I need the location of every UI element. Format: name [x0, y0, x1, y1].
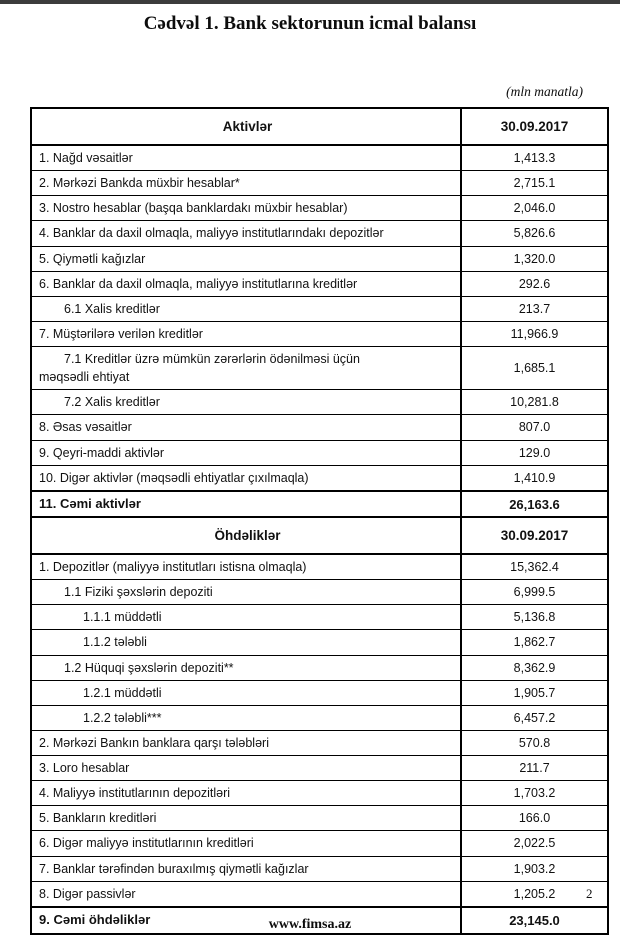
- table-row: [32, 321, 607, 346]
- row-label: [32, 831, 462, 855]
- table-row: [32, 246, 607, 271]
- table-header-date: 30.09.2017: [500, 119, 569, 134]
- row-label-text: 2. Mərkəzi Bankda müxbir hesablar*: [39, 176, 240, 191]
- table-row: [32, 755, 607, 780]
- row-label: [32, 731, 462, 755]
- table-header-date: 30.09.2017: [500, 528, 569, 543]
- row-label-text: 3. Nostro hesablar (başqa banklardakı müxbir hesablar): [39, 201, 348, 216]
- table-row: [32, 465, 607, 490]
- table-header-label: Öhdəliklər: [32, 518, 462, 553]
- row-label-text: 7.1 Kreditlər üzrə mümkün zərərlərin ödənilməsi üçün: [64, 352, 360, 366]
- liabilities-table: [30, 516, 609, 935]
- row-value: 2,022.5: [513, 836, 556, 851]
- row-label: [32, 656, 462, 680]
- row-label-text: 6. Digər maliyyə institutlarının kreditləri: [39, 836, 254, 851]
- row-value: 8,362.9: [513, 660, 556, 675]
- table-row: [32, 780, 607, 805]
- row-label: [32, 390, 462, 414]
- row-value: 1,205.2: [513, 886, 556, 901]
- row-value: 1,320.0: [513, 251, 556, 266]
- row-label-text: 4. Maliyyə institutlarının depozitləri: [39, 786, 231, 801]
- row-label: [32, 415, 462, 439]
- row-value: 1,410.9: [513, 470, 556, 485]
- row-value: 5,826.6: [513, 226, 556, 241]
- row-label-text: 8. Digər passivlər: [39, 886, 136, 901]
- row-label: [32, 580, 462, 604]
- row-value: 26,163.6: [509, 497, 560, 513]
- row-value: 1,685.1: [513, 361, 556, 376]
- row-value: 2,715.1: [513, 176, 556, 191]
- row-label-text: 1. Depozitlər (maliyyə institutları istisna olmaqla): [39, 560, 307, 574]
- row-value: 10,281.8: [510, 395, 559, 410]
- row-label-text: 1.2 Hüquqi şəxslərin depoziti**: [64, 660, 234, 675]
- footer-url: www.fimsa.az: [268, 917, 352, 932]
- table-row: [32, 805, 607, 830]
- row-value: 6,999.5: [513, 585, 556, 600]
- row-label-text: 1. Nağd vəsaitlər: [39, 151, 133, 165]
- row-label-text: 5. Bankların kreditləri: [39, 811, 157, 826]
- row-value: 292.6: [518, 276, 551, 291]
- row-value: 5,136.8: [513, 610, 556, 625]
- row-label: [32, 146, 462, 170]
- table-row: [32, 730, 607, 755]
- row-label-text: 7. Müştərilərə verilən kreditlər: [39, 326, 203, 341]
- table-row: [32, 389, 607, 414]
- row-value: 1,903.2: [513, 861, 556, 876]
- row-label: [32, 555, 462, 579]
- row-value: 213.7: [518, 301, 551, 316]
- row-value: 15,362.4: [510, 560, 559, 575]
- row-label: [32, 221, 462, 245]
- table-row: [32, 490, 607, 518]
- row-label: [32, 806, 462, 830]
- table-row: [32, 144, 607, 170]
- row-label: [32, 630, 462, 654]
- table-row: [32, 680, 607, 705]
- page-number: 2: [586, 886, 593, 901]
- table-row: [32, 271, 607, 296]
- row-label: [32, 605, 462, 629]
- table-row: [32, 655, 607, 680]
- row-label: [32, 756, 462, 780]
- row-label-text: 2. Mərkəzi Bankın banklara qarşı tələbləri: [39, 735, 269, 750]
- row-value: 23,145.0: [509, 912, 560, 928]
- row-label-text: 6. Banklar da daxil olmaqla, maliyyə institutlarına kreditlər: [39, 276, 358, 291]
- row-label: [32, 466, 462, 490]
- row-value: 1,413.3: [513, 151, 556, 166]
- row-label: [32, 272, 462, 296]
- table-row: [32, 220, 607, 245]
- row-label: [32, 171, 462, 195]
- row-value: 570.8: [518, 735, 551, 750]
- row-label-text: 3. Loro hesablar: [39, 761, 130, 775]
- row-label-text: 11. Cəmi aktivlər: [39, 496, 141, 512]
- row-label: [32, 322, 462, 346]
- table-row: [32, 170, 607, 195]
- row-value: 1,905.7: [513, 685, 556, 700]
- row-value: 211.7: [519, 761, 550, 776]
- table-row: [32, 553, 607, 579]
- table-row: [32, 705, 607, 730]
- row-value: 129.0: [518, 445, 551, 460]
- table-row: [32, 830, 607, 855]
- row-label-text: 5. Qiymətli kağızlar: [39, 251, 146, 266]
- row-label: [32, 492, 462, 518]
- row-label-text: 1.2.2 tələbli***: [83, 710, 162, 725]
- table-row: [32, 195, 607, 220]
- row-label: [32, 681, 462, 705]
- table-header-label: Aktivlər: [32, 109, 462, 144]
- row-label-text: 9. Qeyri-maddi aktivlər: [39, 445, 165, 460]
- row-value: 6,457.2: [513, 710, 556, 725]
- row-label: [32, 882, 462, 906]
- row-value: 166.0: [518, 811, 551, 826]
- row-label: [32, 196, 462, 220]
- table-header-row: [32, 109, 607, 144]
- row-label-text: 1.1 Fiziki şəxslərin depoziti: [64, 585, 213, 600]
- row-value: 1,862.7: [513, 635, 556, 650]
- row-label-text: 1.2.1 müddətli: [83, 685, 162, 700]
- row-label-text-line2: məqsədli ehtiyat: [39, 370, 130, 385]
- top-rule: [0, 0, 620, 4]
- row-label: [32, 297, 462, 321]
- table-row: [32, 346, 607, 389]
- row-value: 1,703.2: [513, 786, 556, 801]
- row-value: 2,046.0: [513, 201, 556, 216]
- table-row: [32, 440, 607, 465]
- row-value: 807.0: [518, 420, 551, 435]
- row-label-text: 1.1.2 tələbli: [83, 635, 147, 650]
- table-row: [32, 604, 607, 629]
- row-label: [32, 781, 462, 805]
- row-label-text: 4. Banklar da daxil olmaqla, maliyyə institutlarındakı depozitlər: [39, 226, 384, 241]
- page-title: Cədvəl 1. Bank sektorunun icmal balansı: [143, 13, 477, 34]
- row-value: 11,966.9: [510, 326, 559, 341]
- table-row: [32, 881, 607, 906]
- table-row: [32, 856, 607, 881]
- assets-table: [30, 107, 609, 520]
- unit-note: (mln manatla): [506, 84, 583, 99]
- table-row: [32, 579, 607, 604]
- table-row: [32, 629, 607, 654]
- table-row: [32, 296, 607, 321]
- row-label: [32, 441, 462, 465]
- row-label-text: 7. Banklar tərəfindən buraxılmış qiymətli kağızlar: [39, 861, 309, 876]
- row-label: [32, 857, 462, 881]
- row-label-text: 6.1 Xalis kreditlər: [64, 301, 160, 316]
- table-row: [32, 414, 607, 439]
- row-label: [32, 706, 462, 730]
- row-label-text: 7.2 Xalis kreditlər: [64, 395, 160, 410]
- row-label: [32, 247, 462, 271]
- row-label-text: 1.1.1 müddətli: [83, 610, 162, 625]
- table-header-row: [32, 518, 607, 553]
- row-label-text: 9. Cəmi öhdəliklər: [39, 911, 151, 927]
- row-label-text: 10. Digər aktivlər (məqsədli ehtiyatlar çıxılmaqla): [39, 470, 309, 485]
- row-label-text: 8. Əsas vəsaitlər: [39, 420, 132, 435]
- row-label: [32, 347, 462, 389]
